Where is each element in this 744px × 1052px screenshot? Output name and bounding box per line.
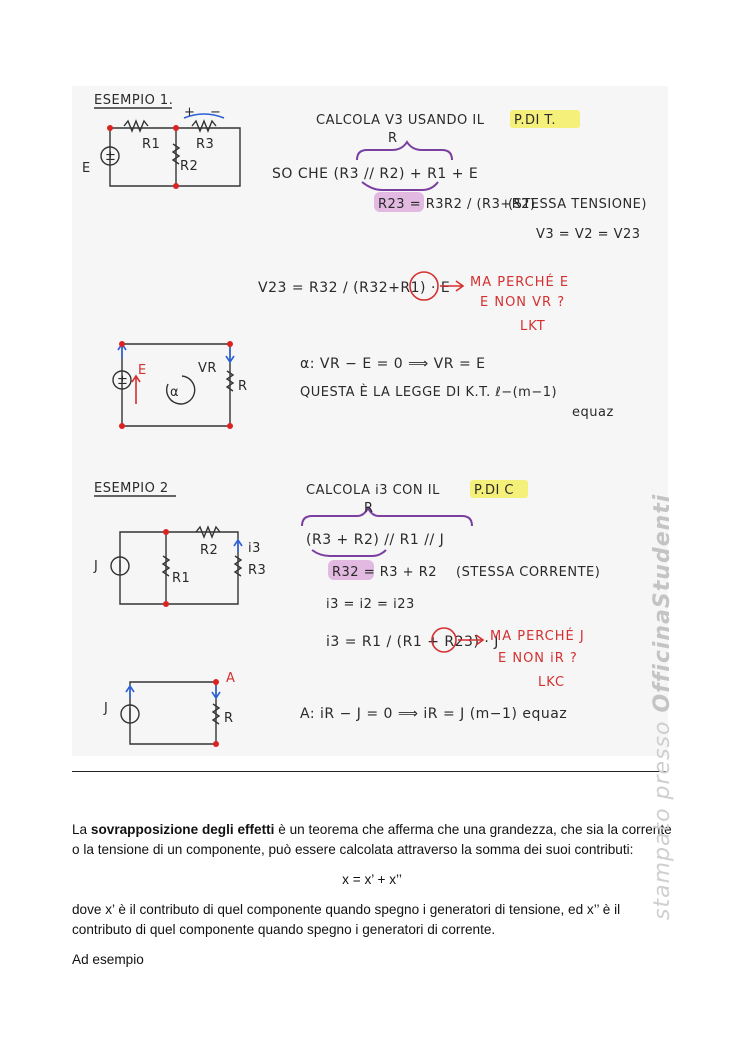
svg-text:J: J [104, 701, 109, 716]
example-heading: Ad esempio [72, 952, 144, 967]
explanation-paragraph: dove x’ è il contributo di quel componente quando spegno i generatori di tensione, ed x’’ è il contributo di quel componente quando spegno i generatori di corrente. [72, 902, 621, 937]
watermark-brand: OfficinaStudenti [650, 493, 675, 713]
svg-text:R32 = R3 + R2: R32 = R3 + R2 [332, 565, 437, 580]
svg-text:P.DI T.: P.DI T. [514, 113, 556, 128]
ex1-title: ESEMPIO 1. [94, 93, 174, 108]
svg-text:E: E [138, 363, 148, 378]
svg-text:J: J [94, 559, 99, 574]
svg-text:MA PERCHÉ E: MA PERCHÉ E [470, 275, 570, 290]
separator-line [72, 771, 668, 772]
svg-text:A: iR − J = 0 ⟹ iR = J: A: iR − J = 0 ⟹ iR = J (m−1) equaz [300, 706, 568, 722]
svg-text:R2: R2 [180, 159, 199, 174]
svg-text:R: R [388, 131, 398, 146]
svg-text:P.DI C: P.DI C [474, 483, 515, 498]
svg-text:E: E [82, 161, 91, 176]
svg-text:R1: R1 [142, 137, 161, 152]
svg-text:R1: R1 [172, 571, 191, 586]
svg-text:R23 = R3R2 / (R3+R2): R23 = R3R2 / (R3+R2) [378, 197, 536, 212]
svg-text:V3 = V2 = V23: V3 = V2 = V23 [536, 227, 641, 242]
svg-text:R: R [224, 711, 234, 726]
ex2-circuit [93, 527, 266, 607]
handwritten-notes-image [72, 86, 668, 756]
svg-text:i3: i3 [248, 541, 261, 556]
svg-text:LKC: LKC [538, 675, 566, 690]
svg-text:R: R [364, 501, 374, 516]
svg-text:±: ± [105, 149, 117, 164]
intro-paragraph: La sovrapposizione degli effetti è un teorema che afferma che una grandezza, che sia la corrente o la tensione di un componente, può essere calcolata attraverso la somma dei suoi contributi: [72, 822, 672, 857]
svg-text:equaz: equaz [572, 405, 614, 420]
notes-drawing [72, 86, 668, 756]
svg-text:(R3 + R2) // R1 // J: (R3 + R2) // R1 // J [306, 532, 445, 548]
svg-text:R3: R3 [196, 137, 215, 152]
svg-text:E NON VR ?: E NON VR ? [480, 295, 566, 310]
formula: x = x’ + x’’ [342, 872, 402, 887]
svg-text:CALCOLA V3 USANDO IL: CALCOLA V3 USANDO IL [316, 113, 485, 128]
svg-text:QUESTA È LA LEGGE DI K.T. ℓ−(: QUESTA È LA LEGGE DI K.T. ℓ−(m−1) [300, 385, 558, 400]
svg-text:α: VR − E = 0 ⟹ VR = E: α: VR − E = 0 ⟹ VR = E [300, 356, 486, 372]
ex1-loop-circuit [113, 341, 248, 429]
svg-text:i3 = i2 = i23: i3 = i2 = i23 [326, 597, 415, 612]
svg-text:LKT: LKT [520, 319, 546, 334]
svg-text:i3 = R1 / (R1 + R23) · J: i3 = R1 / (R1 + R23) · J [326, 634, 499, 650]
svg-text:(STESSA CORRENTE): (STESSA CORRENTE) [456, 565, 601, 580]
ex1-circuit [82, 105, 240, 189]
svg-text:−: − [210, 105, 222, 120]
ex2-title: ESEMPIO 2 [94, 481, 169, 496]
svg-text:E NON iR ?: E NON iR ? [498, 651, 578, 666]
svg-text:(STESSA TENSIONE): (STESSA TENSIONE) [508, 197, 647, 212]
svg-text:+: + [184, 105, 196, 120]
svg-text:R: R [238, 379, 248, 394]
svg-text:A: A [226, 671, 236, 686]
svg-text:±: ± [117, 373, 129, 388]
sovrapposizione-term: sovrapposizione degli effetti [90, 822, 275, 837]
ex2-node-circuit [103, 671, 236, 747]
svg-text:α: α [170, 385, 180, 400]
svg-text:VR: VR [198, 361, 217, 376]
svg-text:SO CHE (R3 // R2) + R1 + E: SO CHE (R3 // R2) + R1 + E [272, 166, 479, 182]
watermark: stampato presso OfficinaStudenti [650, 493, 675, 920]
svg-text:V23 = R32 / (R32+R1) · E: V23 = R32 / (R32+R1) · E [258, 280, 451, 296]
svg-text:MA PERCHÉ J: MA PERCHÉ J [490, 629, 585, 644]
svg-text:CALCOLA i3 CON IL: CALCOLA i3 CON IL [306, 483, 440, 498]
svg-text:R3: R3 [248, 563, 267, 578]
svg-text:R2: R2 [200, 543, 219, 558]
